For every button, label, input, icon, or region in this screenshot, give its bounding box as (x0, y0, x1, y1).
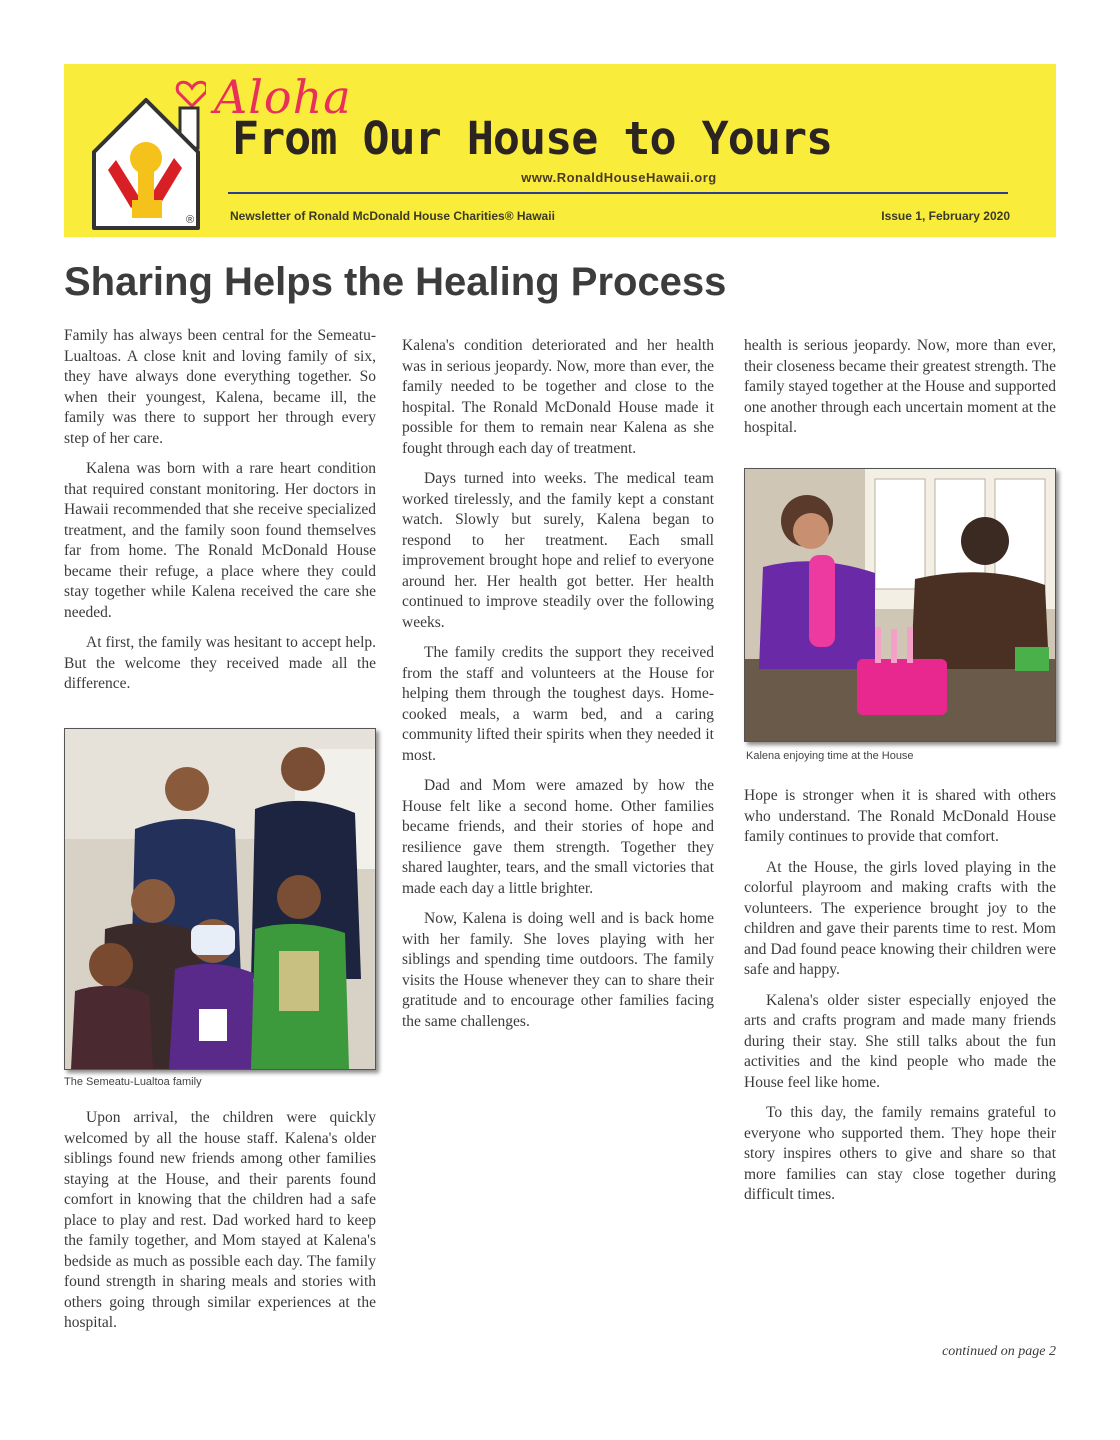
article-paragraph: At the House, the girls loved playing in the colorful playroom and making crafts with the volunteers. The experience brought joy to the children and gave their parents time to rest. Mom and Dad found peace knowing their children were safe and happy. (744, 858, 1056, 978)
website-link[interactable]: www.RonaldHouseHawaii.org (521, 170, 717, 185)
article-paragraph: At first, the family was hesitant to accept help. But the welcome they received made all the difference. (64, 634, 376, 692)
article-paragraph: To this day, the family remains grateful to everyone who supported them. They hope their story inspires others to give and share so that more families can stay close together during difficult times. (744, 1104, 1056, 1203)
registered-mark: ® (186, 214, 195, 226)
article-paragraph: Kalena was born with a rare heart condition that required constant monitoring. Her doctors in Hawaii recommended that she receive specialized treatment, and the family soon found themselves far from home. The Ronald McDonald House became their refuge, a place where they could stay together while Kalena received the care she needed. (64, 460, 376, 621)
house-heart-logo-icon (86, 70, 206, 232)
article-column-2 (402, 336, 714, 1366)
article-paragraph: Days turned into weeks. The medical team worked tirelessly, and the family kept a constant watch. Slowly but surely, Kalena began to respond to her treatment. Each small improvement brought hope and relief to everyone around her. Her health got better. Her health continued to improve steadily over the following weeks. (402, 470, 714, 631)
photo-caption: The Semeatu-Lualtoa family (64, 1076, 202, 1088)
newsletter-banner (64, 64, 1056, 237)
child-crafts-photo (744, 468, 1056, 742)
article-paragraph: health is serious jeopardy. Now, more than ever, their closeness became their greatest strength. The family stayed together at the House and supported one another through each uncertain moment at the hospital. (744, 337, 1056, 436)
article-column-3-bottom (744, 786, 1056, 1346)
article-paragraph: Upon arrival, the children were quickly welcomed by all the house staff. Kalena's older siblings found new friends among other families staying at the House, and their parents found comfort in knowing that the children had a safe place to play and rest. Dad worked hard to keep the family together, and Mom stayed at Kalena's bedside as much as possible each day. The family found strength in sharing meals and stories with others going through similar experiences at the hospital. (64, 1109, 376, 1331)
photo-caption: Kalena enjoying time at the House (746, 750, 914, 762)
article-paragraph: Dad and Mom were amazed by how the House felt like a second home. Other families became friends, and their stories of hope and resilience gave them strength. Together they shared laughter, tears, and the small victories that made each day a little brighter. (402, 777, 714, 897)
article-paragraph: Kalena's older sister especially enjoyed the arts and crafts program and made many friends during their stay. She still talks about the fun activities and the kind people who made the House feel like home. (744, 991, 1056, 1091)
banner-divider (228, 192, 1008, 194)
article-paragraph: Family has always been central for the Semeatu-Lualtoas. A close knit and loving family of six, they have always done everything together. So when their youngest, Kalena, became ill, the family was there to support her through every step of her care. (64, 327, 376, 447)
article-paragraph: Hope is stronger when it is shared with others who understand. The Ronald McDonald House family continues to provide that comfort. (744, 787, 1056, 845)
article-paragraph: Kalena's condition deteriorated and her health was in serious jeopardy. Now, more than ever, the family needed to be together and close to the hospital. The Ronald McDonald House made it possible for them to remain near Kalena as she fought through each day of treatment. (402, 337, 714, 457)
newsletter-subtitle: Newsletter of Ronald McDonald House Charities® Hawaii (230, 209, 555, 223)
child-crafts-photo-image (745, 469, 1055, 741)
article-headline: Sharing Helps the Healing Process (64, 260, 727, 304)
article-paragraph: Now, Kalena is doing well and is back home with her family. She loves playing with her siblings and spending time outdoors. The family visits the House whenever they can to share their gratitude and to encourage other families facing the same challenges. (402, 910, 714, 1030)
article-paragraph: The family credits the support they received from the staff and volunteers at the House for helping them through the toughest days. Home-cooked meals, a warm bed, and a caring community lifted their spirits when they needed it most. (402, 644, 714, 764)
continued-on-page-link[interactable]: continued on page 2 (942, 1344, 1056, 1359)
masthead-title: From Our House to Yours (232, 112, 833, 165)
aloha-script-title: Aloha (214, 70, 352, 124)
article-column-3-top (744, 336, 1056, 456)
article-column-1-top (64, 326, 376, 716)
article-column-1-bottom (64, 1108, 376, 1368)
family-photo (64, 728, 376, 1070)
issue-date: Issue 1, February 2020 (881, 209, 1010, 223)
family-photo-image (65, 729, 375, 1069)
